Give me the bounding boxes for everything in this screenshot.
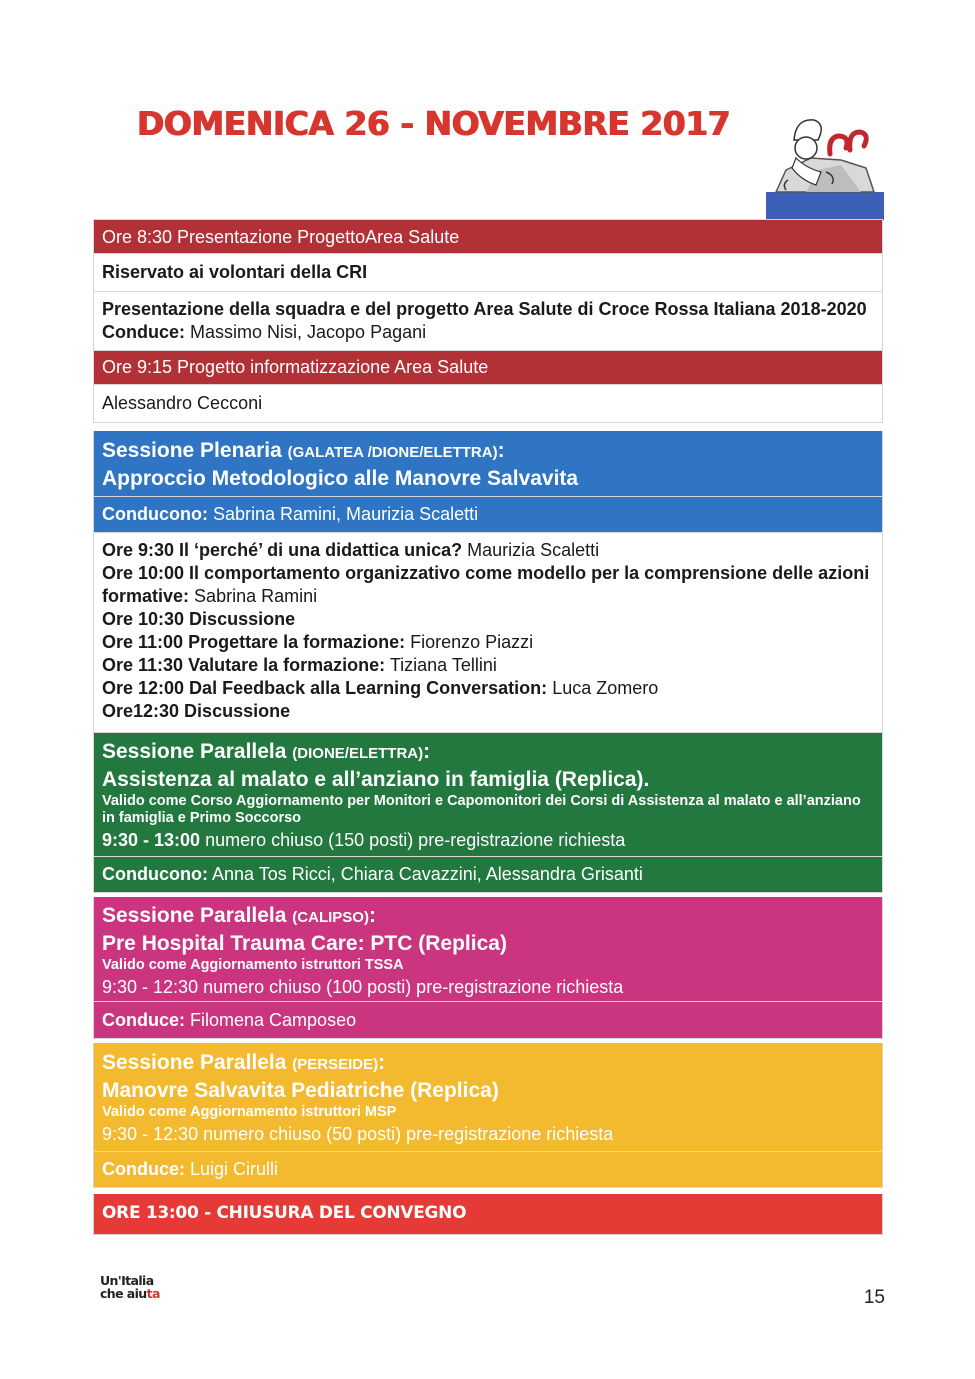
- logo-line-2: [100, 1287, 172, 1300]
- plenary-rooms: (GALATEA /DIONE/ELETTRA): [287, 444, 498, 461]
- slot-830-header: [93, 219, 883, 254]
- logo-line-1: Un'Italia: [100, 1273, 154, 1288]
- slot-915-speaker-row: [93, 385, 883, 423]
- parallel-3-label: Sessione Parallela: [102, 1051, 287, 1074]
- talk-item: [102, 677, 874, 700]
- parallel-3-lead-names: Luigi Cirulli: [190, 1159, 279, 1179]
- plenary-colon: :: [497, 439, 505, 462]
- parallel-2-title: Pre Hospital Trauma Care: PTC (Replica): [102, 932, 507, 955]
- talk-speaker: Fiorenzo Piazzi: [410, 632, 534, 652]
- talk-item: [102, 654, 874, 677]
- plenary-talk-list: [93, 533, 883, 733]
- parallel-2-colon: :: [368, 904, 376, 927]
- parallel-2-label-line: [102, 903, 874, 931]
- parallel-3-label-line: [102, 1050, 874, 1078]
- mascot-base-blue: [766, 192, 884, 220]
- talk-title: Ore 10:00 Il comportamento organizzativo come modello per la comprensione delle azioni formative:: [102, 563, 870, 606]
- slot-830-audience: [93, 254, 883, 292]
- parallel-1-title: Assistenza al malato e all’anziano in famiglia (Replica).: [102, 768, 650, 791]
- parallel-2-rooms: (CALIPSO): [292, 909, 369, 926]
- talk-item: [102, 700, 874, 723]
- mascot-illustration: [766, 110, 884, 220]
- plenary-leads-row: [93, 497, 883, 533]
- parallel-1-rooms: (DIONE/ELETTRA): [292, 745, 424, 762]
- slot-830-audience-text: Riservato ai volontari della CRI: [102, 262, 368, 282]
- slot-915-title: Ore 9:15 Progetto informatizzazione Area Salute: [102, 357, 489, 377]
- parallel-2-lead-label: Conduce:: [102, 1010, 185, 1030]
- slot-915-speaker: Alessandro Cecconi: [102, 393, 263, 413]
- closing-text: ORE 13:00 - CHIUSURA DEL CONVEGNO: [102, 1203, 467, 1223]
- parallel-1-leads-row: [93, 857, 883, 893]
- talk-title: Ore 12:00 Dal Feedback alla Learning Conversation:: [102, 678, 548, 698]
- talk-speaker: Maurizia Scaletti: [467, 540, 600, 560]
- plenary-lead-names: Sabrina Ramini, Maurizia Scaletti: [213, 504, 479, 524]
- plenary-label: Sessione Plenaria: [102, 439, 282, 462]
- logo-line-2-main: che aiu: [100, 1286, 147, 1301]
- slot-830-description-text: Presentazione della squadra e del progetto Area Salute di Croce Rossa Italiana 2018-2020: [102, 299, 867, 319]
- parallel-1-time: 9:30 - 13:00: [102, 830, 201, 850]
- slot-830-lead-label: Conduce:: [102, 322, 185, 342]
- talk-title: Ore 11:30 Valutare la formazione:: [102, 655, 386, 675]
- talk-speaker: Sabrina Ramini: [194, 586, 318, 606]
- parallel-1-details: numero chiuso (150 posti) pre-registrazione richiesta: [205, 830, 626, 850]
- talk-item: [102, 562, 874, 608]
- parallel-2-details: 9:30 - 12:30 numero chiuso (100 posti) pre-registrazione richiesta: [102, 977, 624, 997]
- spacer: [93, 423, 883, 431]
- mascot-head: [795, 137, 817, 159]
- talk-speaker: Tiziana Tellini: [389, 655, 497, 675]
- parallel-1-lead-names: Anna Tos Ricci, Chiara Cavazzini, Alessandra Grisanti: [212, 864, 643, 884]
- parallel-2-validity: Valido come Aggiornamento istruttori TSSA: [102, 957, 404, 973]
- parallel-3-details: 9:30 - 12:30 numero chiuso (50 posti) pre-registrazione richiesta: [102, 1124, 614, 1144]
- page-number: 15: [863, 1287, 885, 1308]
- parallel-1-label-line: [102, 739, 874, 767]
- slot-830-lead-names: Massimo Nisi, Jacopo Pagani: [190, 322, 427, 342]
- parallel-1-details-line: [102, 827, 874, 852]
- parallel-3-rooms: (PERSEIDE): [292, 1056, 379, 1073]
- parallel-3-lead-label: Conduce:: [102, 1159, 185, 1179]
- plenary-lead-label: Conducono:: [102, 504, 208, 524]
- talk-title: Ore12:30 Discussione: [102, 701, 291, 721]
- parallel-2-label: Sessione Parallela: [102, 904, 287, 927]
- mascot-red-swirl: [830, 132, 867, 154]
- talk-speaker: Luca Zomero: [552, 678, 659, 698]
- parallel-session-1-header: [93, 733, 883, 857]
- parallel-session-2-header: [93, 897, 883, 1002]
- slot-915-header: [93, 351, 883, 385]
- parallel-session-3-header: [93, 1043, 883, 1152]
- page-title: DOMENICA 26 - NOVEMBRE 2017: [137, 104, 731, 143]
- talk-item: [102, 608, 874, 631]
- talk-title: Ore 9:30 Il ‘perché’ di una didattica unica?: [102, 540, 463, 560]
- parallel-1-lead-label: Conducono:: [102, 864, 208, 884]
- parallel-3-leads-row: [93, 1152, 883, 1188]
- parallel-1-label: Sessione Parallela: [102, 740, 287, 763]
- slot-830-title: Ore 8:30 Presentazione ProgettoArea Salute: [102, 227, 460, 247]
- plenary-title: Approccio Metodologico alle Manovre Salvavita: [102, 467, 579, 490]
- programme-table: [93, 219, 883, 1235]
- plenary-label-line: [102, 438, 874, 466]
- talk-item: [102, 631, 874, 654]
- slot-830-description: [93, 292, 883, 351]
- parallel-3-colon: :: [378, 1051, 386, 1074]
- parallel-1-colon: :: [423, 740, 431, 763]
- parallel-2-leads-row: [93, 1002, 883, 1039]
- parallel-2-lead-names: Filomena Camposeo: [190, 1010, 357, 1030]
- logo-line-2-accent: ta: [146, 1286, 160, 1301]
- talk-title: Ore 10:30 Discussione: [102, 609, 296, 629]
- parallel-3-title: Manovre Salvavita Pediatriche (Replica): [102, 1079, 499, 1102]
- closing-banner: [93, 1194, 883, 1235]
- parallel-1-validity: Valido come Corso Aggiornamento per Monitori e Capomonitori dei Corsi di Assistenza al malato e all’anziano in famiglia e Primo Soccorso: [102, 793, 861, 826]
- plenary-session-header: [93, 431, 883, 497]
- brand-logo: [100, 1274, 172, 1300]
- talk-title: Ore 11:00 Progettare la formazione:: [102, 632, 406, 652]
- parallel-3-validity: Valido come Aggiornamento istruttori MSP: [102, 1104, 397, 1120]
- talk-item: [102, 539, 874, 562]
